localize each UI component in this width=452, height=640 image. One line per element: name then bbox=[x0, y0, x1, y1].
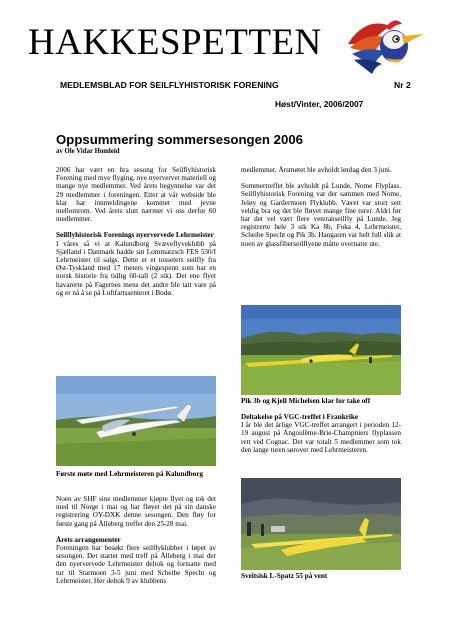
left-column-top bbox=[56, 166, 216, 305]
first-flight-paragraph: Noen av SHF sine medlemmer kjøpte flyet og tok det med til Norge i mai og har fløyet det på sin danske registrering OY-DXK denne sesongen. Den fløy for første gang på Ålleberg treffet den 25-28 mai. bbox=[56, 495, 216, 528]
lehrmeister-photo-caption: Første møte med Lehrmeisteren på Kalundborg bbox=[56, 470, 203, 478]
right-column-top bbox=[241, 166, 401, 256]
article-byline: av Ole Vidar Homleid bbox=[56, 148, 120, 155]
l-spatz-photo bbox=[241, 478, 401, 570]
masthead-title: HAKKESPETTEN bbox=[28, 22, 322, 63]
lehrmeister-heading: Seilflyhistorisk Forenings nyervervede Lehrmeister bbox=[56, 231, 214, 240]
summer-meet-paragraph: Sommertreffet ble avholdt på Lunde, Nome Flyplass. Seilflyhistorisk Forening var der sammen med Nome, Jeløy og Gardermoen Flyklubb. Været var stort sett veldig bra og det ble fløyet mange fine turer. Aldri før har det vel vært flere veteranseilfly på Lunde. Jeg registrerte hele 3 stk Ka 8b, Foka 4, Lehrmeister, Scheibe Specht og Pik 3b. Hangaren var helt full slik at noen av glassfiberseilflyene måtte overnatte ute. bbox=[241, 182, 401, 248]
pik-3b-photo bbox=[241, 305, 401, 395]
article-title: Oppsummering sommersesongen 2006 bbox=[56, 132, 303, 147]
pik-3b-photo-caption: Pik 3b og Kjell Michelsen klar for take off bbox=[241, 397, 371, 405]
l-spatz-photo-caption: Sveitsisk L-Spatz 55 på vent bbox=[241, 572, 328, 580]
vgc-heading: Deltakelse på VGC-treffet i Frankrike bbox=[241, 413, 359, 421]
events-heading: Årets arrangementer bbox=[56, 535, 121, 544]
woodpecker-logo bbox=[346, 14, 426, 76]
right-column-middle bbox=[241, 413, 401, 462]
lehrmeister-photo bbox=[56, 376, 216, 466]
issue-number: Nr 2 bbox=[394, 80, 411, 90]
masthead-subtitle: MEDLEMSBLAD FOR SEILFLYHISTORISK FORENING bbox=[60, 80, 279, 90]
events-paragraph: Foreningen har besøkt flere seilflyklubber i løpet av sesongen. Det startet med treff på Ålleberg i mai der den nyervervede Lehrmeister deltok og fortsatte med tur til Starmoen 3-5 juni med Scheibe Specht og Lehrmeister. Her deltok 9 av klubbens bbox=[56, 544, 216, 585]
annual-meeting-paragraph: medlemmer. Årsmøtet ble avholdt lørdag den 3 juni. bbox=[241, 166, 392, 174]
intro-paragraph: 2006 har vært en bra sesong for Seilflyhistorisk Forening med mye flyging, nye nyervervet materiell og mange nye medlemmer. Ved årets begynnelse var det 29 medlemmer i foreningen. Etter at vår webside ble klar har innmeldingene kommet med jevne mellomrom. Ved årets slutt nærmer vi oss derfor 60 medlemmer. bbox=[56, 166, 216, 224]
issue-season: Høst/Vinter, 2006/2007 bbox=[275, 99, 364, 109]
left-column-bottom bbox=[56, 495, 216, 593]
lehrmeister-paragraph: I våres så vi at Kalundborg Svæveflyveklubb på Sjælland i Danmark hadde sin Lommatzsch FES 530/I Lehrmeister til salgs. Dette er et tosseters seilfly fra Øst-Tyskland med 17 meters vingespenn som har en norsk historie fra tidlig 60-tall (2 stk). Det ene flyet havarerte på Fagernes mens det andre ble tatt vare på og er nå å se på Luftfartssenteret i Bodø. bbox=[56, 239, 216, 297]
vgc-paragraph: I år ble det årlige VGC-treffet arrangert i perioden 12-19 august på Angoulême-Brie-Champniers flyplassen rett ved Cognac. Det var totalt 5 medlemmer som tok den lange turen sørover med Lehrmeisteren. bbox=[241, 421, 401, 454]
